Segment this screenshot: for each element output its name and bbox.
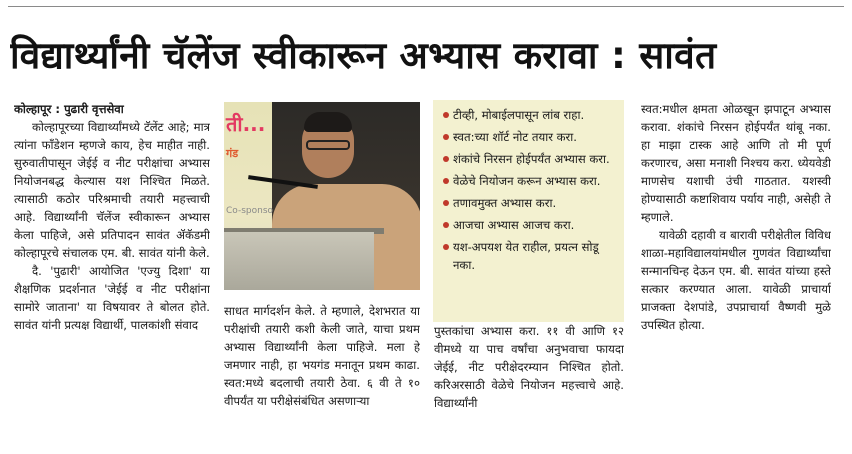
tip-item [443,150,618,168]
article-paragraph: स्वत:मधील क्षमता ओळखून झपाटून अभ्यास करावा. शंकांचे निरसन होईपर्यंत थांबू नका. हा माझा टास्क आहे आणि तो मी पूर्ण करणारच, असा मनाशी निश्चय करा. ध्येयवेडी माणसेच यशाची उंची गाठतात. यशस्वी होण्यासाठी कष्टाशिवाय पर्याय नाही, असेही ते म्हणाले. [641,102,831,224]
banner-text: गंड [226,147,239,160]
bullet-icon [443,134,449,140]
banner-text: Co-sponso [226,206,274,216]
article-paragraph: दै. 'पुढारी' आयोजित 'एज्यु दिशा' या शैक्षणिक प्रदर्शनात 'जेईई व नीट परीक्षांना सामोरे जाताना' या विषयावर ते बोलत होते. सावंत यांनी प्रत्यक्ष विद्यार्थी, पालकांशी संवाद [14,264,210,332]
tips-list [443,106,618,274]
article-column-4 [641,100,831,430]
tip-text: टीव्ही, मोबाईलपासून लांब राहा. [453,108,585,122]
tip-text: शंकांचे निरसन होईपर्यंत अभ्यास करा. [453,152,610,166]
tips-box [433,100,624,322]
tip-item [443,172,618,190]
dateline: कोल्हापूर : पुढारी वृत्तसेवा [14,102,124,116]
article-column-1 [14,100,210,450]
tip-item [443,194,618,212]
banner-text: ती... [226,112,266,136]
headline: विद्यार्थ्यांनी चॅलेंज स्वीकारून अभ्यास करावा : सावंत [10,34,717,77]
article-column-3 [434,322,624,450]
tip-text: तणावमुक्त अभ्यास करा. [453,196,557,210]
tip-text: वेळेचे नियोजन करून अभ्यास करा. [453,174,601,188]
bullet-icon [443,222,449,228]
tip-text: यश-अपयश येत राहील, प्रयत्न सोडू नका. [453,240,599,272]
bullet-icon [443,200,449,206]
bullet-icon [443,244,449,250]
speaker-photo [224,102,420,290]
podium [224,232,374,290]
speaker-glasses [306,140,350,150]
article-column-2 [224,302,420,450]
bullet-icon [443,112,449,118]
article-paragraph: पुस्तकांचा अभ्यास करा. ११ वी आणि १२ वीमध्ये या पाच वर्षांचा अनुभवाचा फायदा जेईई, नीट परीक्षेदरम्यान निश्चित होतो. करिअरसाठी वेळेचे नियोजन महत्त्वाचे आहे. विद्यार्थ्यांनी [434,324,624,410]
article-paragraph: यावेळी दहावी व बारावी परीक्षेतील विविध शाळा-महाविद्यालयांमधील गुणवंत विद्यार्थ्यांचा सन्मानचिन्ह देऊन एम. बी. सावंत यांच्या हस्ते सत्कार करण्यात आला. यावेळी प्राचार्या प्राजक्ता देशपांडे, उपप्राचार्या वैष्णवी मुळे उपस्थित होत्या. [641,228,831,332]
bullet-icon [443,156,449,162]
bullet-icon [443,178,449,184]
article-paragraph: साधत मार्गदर्शन केले. ते म्हणाले, देशभरात या परीक्षांची तयारी कशी केली जाते, याचा प्रथम अभ्यास विद्यार्थ्यांनी केला पाहिजे. मला हे जमणार नाही, हा भयगंड मनातून प्रथम काढा. स्वत:मध्ये बदलाची तयारी ठेवा. ६ वी ते १० वीपर्यंत या परीक्षेसंबंधित असणाऱ्या [224,304,420,408]
article-paragraph: कोल्हापूरच्या विद्यार्थ्यांमध्ये टॅलेंट आहे; मात्र त्यांना फाँडेशन म्हणजे काय, हेच माहीत नाही. सुरुवातीपासून जेईई व नीट परीक्षांचा अभ्यास नियोजनबद्ध केल्यास यश निश्चित मिळते. त्यासाठी कठोर परिश्रमाची तयारी महत्त्वाची आहे. विद्यार्थ्यांनी चॅलेंज स्वीकारून अभ्यास केला पाहिजे, असे प्रतिपादन सावंत ॲकॅडमी कोल्हापूरचे संचालक एम. बी. सावंत यांनी केले. [14,120,210,260]
tip-item [443,238,618,274]
speaker-hair [304,112,352,132]
tip-text: स्वत:च्या शॉर्ट नोट तयार करा. [453,130,577,144]
tip-text: आजचा अभ्यास आजच करा. [453,218,575,232]
top-rule [8,6,844,7]
tip-item [443,106,618,124]
tip-item [443,128,618,146]
tip-item [443,216,618,234]
